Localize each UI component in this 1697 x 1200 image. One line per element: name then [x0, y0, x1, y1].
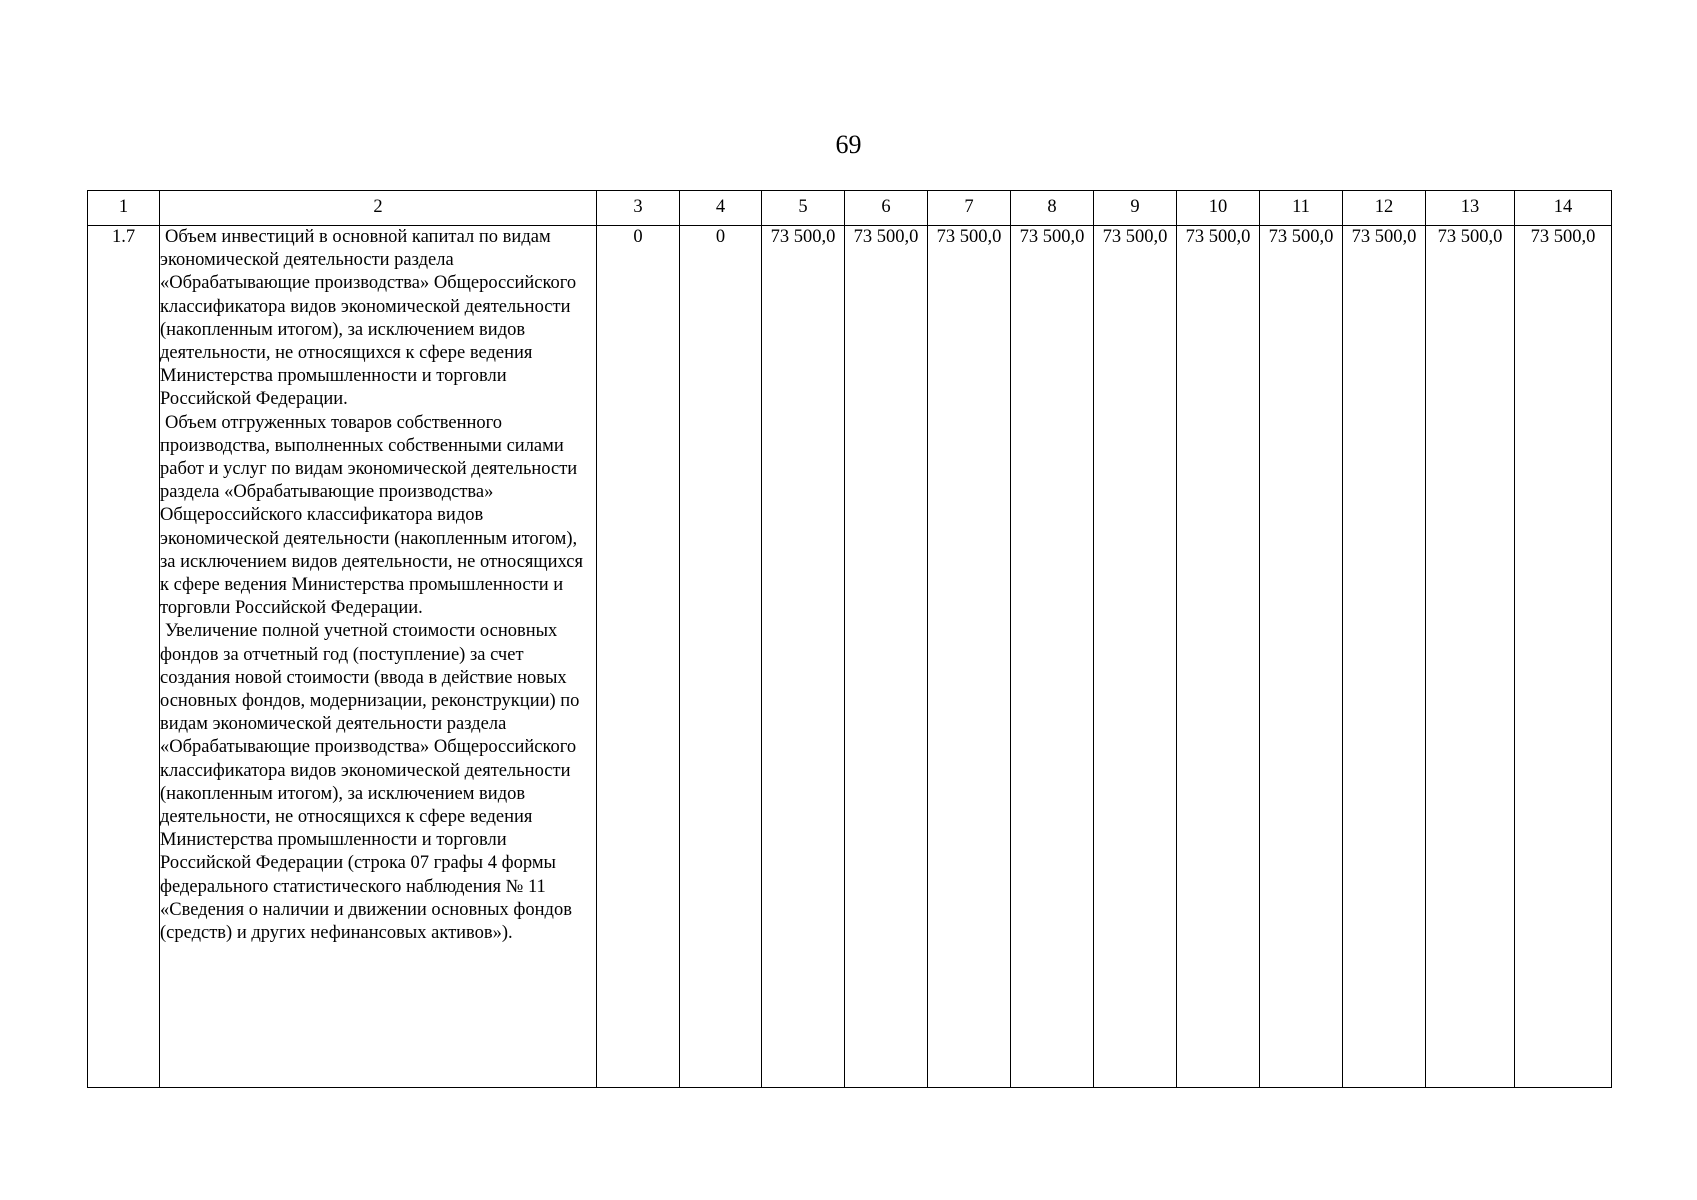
- header-col-9: 9: [1094, 191, 1177, 226]
- description-paragraph-3: Увеличение полной учетной стоимости основных фондов за отчетный год (поступление) за счет создания новой стоимости (ввода в действие новых основных фондов, модернизации, реконструкции) по видам экономической деятельности раздела «Обрабатывающие производства» Общероссийского классификатора видов экономической деятельности (накопленным итогом), за исключением видов деятельности, не относящихся к сфере ведения Министерства промышленности и торговли Российской Федерации (строка 07 графы 4 формы федерального статистического наблюдения № 11 «Сведения о наличии и движении основных фондов (средств) и других нефинансовых активов»).: [160, 621, 580, 944]
- value-col-14: 73 500,0: [1515, 226, 1612, 1088]
- header-col-3: 3: [597, 191, 680, 226]
- value-col-3: 0: [597, 226, 680, 1088]
- value-col-5: 73 500,0: [762, 226, 845, 1088]
- value-col-8: 73 500,0: [1011, 226, 1094, 1088]
- header-col-5: 5: [762, 191, 845, 226]
- page-number: 69: [835, 130, 862, 159]
- header-col-4: 4: [680, 191, 762, 226]
- row-index: 1.7: [88, 226, 160, 1088]
- table-row: [88, 226, 1612, 1088]
- value-col-13: 73 500,0: [1426, 226, 1515, 1088]
- description-paragraph-2: Объем отгруженных товаров собственного производства, выполненных собственными силами работ и услуг по видам экономической деятельности раздела «Обрабатывающие производства» Общероссийского классификатора видов экономической деятельности (накопленным итогом), за исключением видов деятельности, не относящихся к сфере ведения Министерства промышленности и торговли Российской Федерации.: [160, 412, 584, 619]
- value-col-12: 73 500,0: [1343, 226, 1426, 1088]
- value-col-4: 0: [680, 226, 762, 1088]
- header-col-13: 13: [1426, 191, 1515, 226]
- header-col-14: 14: [1515, 191, 1612, 226]
- header-col-11: 11: [1260, 191, 1343, 226]
- header-col-6: 6: [845, 191, 928, 226]
- value-col-9: 73 500,0: [1094, 226, 1177, 1088]
- header-col-2: 2: [160, 191, 597, 226]
- header-col-10: 10: [1177, 191, 1260, 226]
- header-col-7: 7: [928, 191, 1011, 226]
- value-col-7: 73 500,0: [928, 226, 1011, 1088]
- header-row: [88, 191, 1612, 226]
- value-col-10: 73 500,0: [1177, 226, 1260, 1088]
- value-col-11: 73 500,0: [1260, 226, 1343, 1088]
- indicator-table: [87, 190, 1612, 1088]
- row-description: [160, 226, 597, 1088]
- value-col-6: 73 500,0: [845, 226, 928, 1088]
- header-col-12: 12: [1343, 191, 1426, 226]
- header-col-8: 8: [1011, 191, 1094, 226]
- description-paragraph-1: Объем инвестиций в основной капитал по видам экономической деятельности раздела «Обрабатывающие производства» Общероссийского классификатора видов экономической деятельности (накопленным итогом), за исключением видов деятельности, не относящихся к сфере ведения Министерства промышленности и торговли Российской Федерации.: [160, 227, 577, 410]
- header-col-1: 1: [88, 191, 160, 226]
